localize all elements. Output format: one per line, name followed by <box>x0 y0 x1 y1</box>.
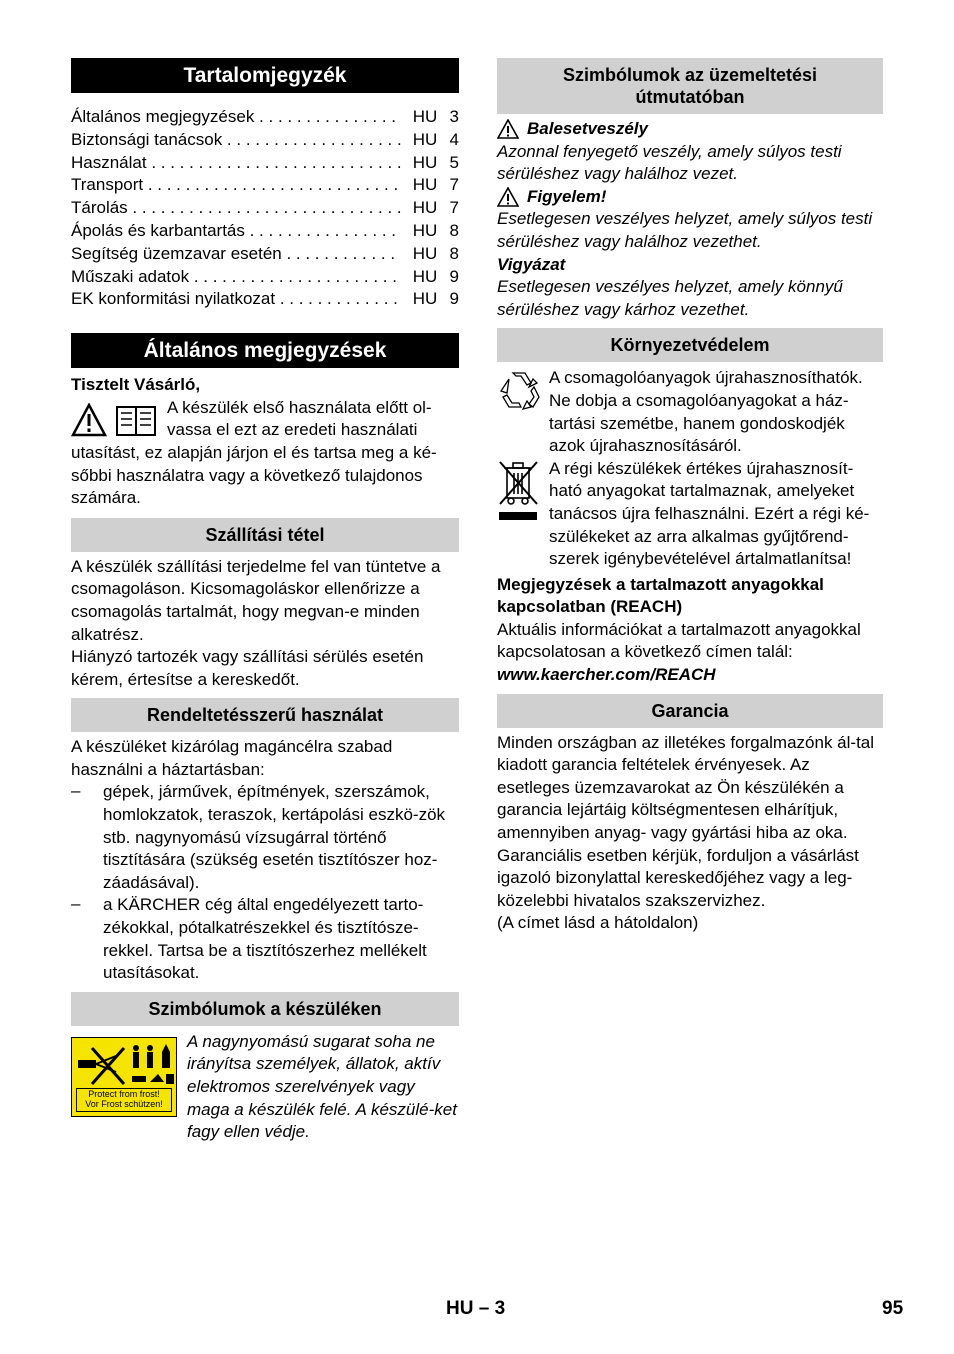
warranty-text: Minden országban az illetékes forgalmazónk ál-tal kiadott garancia feltételek érvényesek. Az esetleges üzemzavarokat az Ön készülékén a garancia lejártáig költségmentesen elhárítjuk, amennyiben anyag- vagy gyártási hiba az oka. Garanciális esetben kérjük, forduljon a vásárlást igazoló bizonylattal kereskedőjéhez vagy a leg-közelebbi hivatalos szakszervizhez. <box>497 732 875 910</box>
toc-list <box>71 106 459 311</box>
toc-title: Általános megjegyzések . . . <box>71 106 401 129</box>
toc-row <box>71 266 459 289</box>
toc-page: 9 <box>449 266 459 286</box>
reach-text: Aktuális információkat a tartalmazott anyagokkal kapcsolatosan a következő címen talál: <box>497 619 861 662</box>
toc-page: 4 <box>449 129 459 149</box>
toc-code: HU <box>412 129 438 149</box>
list-item <box>71 781 459 894</box>
frost-warning-label-icon <box>71 1031 187 1144</box>
footer-page-number: 95 <box>882 1298 904 1319</box>
intro-block <box>71 397 459 442</box>
reach-title: Megjegyzések a tartalmazott anyagokkal kapcsolatban (REACH) <box>497 574 824 617</box>
warning-text: Esetlegesen veszélyes helyzet, amely súlyos testi sérüléshez vagy halálhoz vezethet. <box>497 209 873 251</box>
reach-url: www.kaercher.com/REACH <box>497 665 716 685</box>
danger-line <box>497 118 883 141</box>
device-symbol-block <box>71 1031 459 1144</box>
toc-row <box>71 288 459 311</box>
warranty-heading: Garancia <box>497 694 883 728</box>
toc-code: HU <box>412 266 438 286</box>
danger-text: Azonnal fenyegető veszély, amely súlyos testi sérüléshez vagy halálhoz vezet. <box>497 141 842 184</box>
toc-code: HU <box>412 198 438 218</box>
intended-use-heading: Rendeltetésszerű használat <box>71 698 459 732</box>
device-symbol-text: A nagynyomású sugarat soha ne irányítsa személyek, állatok, aktív elektromos szerelvények vagy maga a készülék felé. A készülé-ket fagy ellen védje. <box>187 1031 457 1142</box>
intro-first: A készülék első használata előtt ol-vassa el ezt az eredeti használati <box>167 397 432 440</box>
delivery-p2: Hiányzó tartozék vagy szállítási sérülés esetén kérem, értesítse a kereskedőt. <box>71 647 424 689</box>
left-column <box>71 58 459 1144</box>
read-manual-icon <box>71 397 167 442</box>
crossed-bin-icon <box>497 458 549 571</box>
caution-title: Vigyázat <box>497 254 566 274</box>
toc-title: Használat . . . <box>71 152 401 175</box>
toc-heading: Tartalomjegyzék <box>71 58 459 93</box>
toc-code: HU <box>412 152 438 172</box>
toc-row <box>71 106 459 129</box>
manual-symbols-heading: Szimbólumok az üzemeltetési útmutatóban <box>497 58 883 114</box>
toc-code: HU <box>412 107 438 126</box>
toc-code: HU <box>412 175 438 195</box>
caution-text: Esetlegesen veszélyes helyzet, amely könnyű sérüléshez vagy kárhoz vezethet. <box>497 277 843 319</box>
danger-title: Balesetveszély <box>527 119 648 138</box>
dash-bullet: – <box>71 894 81 914</box>
toc-code: HU <box>412 243 438 263</box>
delivery-p1: A készülék szállítási terjedelme fel van tüntetve a csomagoláson. Kicsomagoláskor ellenőrizze a csomagolás tartalmát, hogy megvan-e minden alkatrész. <box>71 556 441 644</box>
delivery-heading: Szállítási tétel <box>71 518 459 552</box>
toc-page: 8 <box>449 243 459 263</box>
recycle-block <box>497 367 883 457</box>
list-item-text: gépek, járművek, építmények, szerszámok, homlokzatok, teraszok, kertápolási eszkö-zök stb. nagynyomású vízsugárral történő tisztítására (szükség esetén tisztítószer hoz-záadásával). <box>103 782 446 892</box>
footer-section-label: HU – 3 <box>446 1298 506 1319</box>
toc-page: 8 <box>449 220 459 240</box>
toc-row <box>71 243 459 266</box>
dash-bullet: – <box>71 781 81 801</box>
recycle-icon <box>497 367 549 457</box>
environment-heading: Környezetvédelem <box>497 328 883 362</box>
toc-page: 9 <box>449 289 459 309</box>
warranty-note: (A címet lásd a hátoldalon) <box>497 913 699 933</box>
toc-title: Biztonsági tanácsok . . . <box>71 129 401 152</box>
toc-row <box>71 197 459 220</box>
frost-label-line2: Vor Frost schützen! <box>85 1098 163 1109</box>
device-symbols-heading: Szimbólumok a készüléken <box>71 992 459 1026</box>
toc-row <box>71 220 459 243</box>
toc-title: Ápolás és karbantartás . . . <box>71 220 401 243</box>
toc-title: Műszaki adatok . . . <box>71 266 401 289</box>
warning-title: Figyelem! <box>527 186 607 206</box>
toc-page: 7 <box>449 198 459 218</box>
right-column <box>497 58 883 935</box>
toc-page: 3 <box>449 107 459 126</box>
weee-text: A régi készülékek értékes újrahasznosít-ható anyagokat tartalmaznak, amelyeket tanácsos újra felhasználni. Ezért a régi ké-szülékeket az arra alkalmas gyűjtőrend-szerek igénybevételével ártalmatlanítsa! <box>549 458 870 569</box>
warning-triangle-icon <box>497 119 519 139</box>
toc-title: Segítség üzemzavar esetén . . . <box>71 243 401 266</box>
warning-triangle-icon <box>497 187 519 207</box>
toc-code: HU <box>412 220 438 240</box>
frost-label-line1: Protect from frost! <box>88 1088 160 1099</box>
toc-row <box>71 174 459 197</box>
toc-title: Transport . . . <box>71 174 401 197</box>
general-heading: Általános megjegyzések <box>71 333 459 368</box>
salutation: Tisztelt Vásárló, <box>71 375 201 395</box>
toc-row <box>71 129 459 152</box>
toc-page: 5 <box>449 152 459 172</box>
weee-block <box>497 458 883 571</box>
list-item <box>71 894 459 984</box>
warning-line <box>497 186 883 209</box>
toc-row <box>71 152 459 175</box>
recycle-text: A csomagolóanyagok újrahasznosíthatók. Ne dobja a csomagolóanyagokat a ház-tartási szemétbe, hanem gondoskodjék azok újrahasznosításáról. <box>549 368 863 456</box>
toc-code: HU <box>412 289 438 309</box>
toc-title: Tárolás . . . <box>71 197 401 220</box>
intro-rest: utasítást, ez alapján járjon el és tartsa meg a ké-sőbbi használatra vagy a következő tulajdonos számára. <box>71 442 437 508</box>
toc-title: EK konformitási nyilatkozat . . . <box>71 288 401 311</box>
list-item-text: a KÄRCHER cég által engedélyezett tarto-zékokkal, pótalkatrészekkel és tisztítósze-rekkel. Tartsa be a tisztítószerhez mellékelt utasításokat. <box>103 895 427 983</box>
toc-page: 7 <box>449 175 459 195</box>
intended-use-intro: A készüléket kizárólag magáncélra szabad használni a háztartásban: <box>71 737 393 779</box>
